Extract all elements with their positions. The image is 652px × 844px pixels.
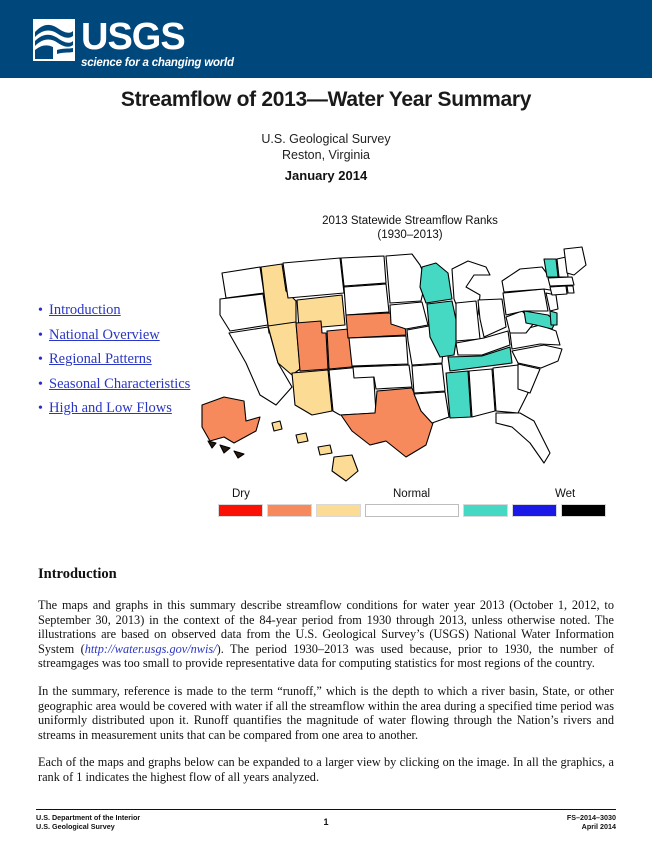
- state-south-carolina: [518, 364, 540, 393]
- link-introduction[interactable]: Introduction: [49, 302, 121, 318]
- page-title: Streamflow of 2013—Water Year Summary: [120, 88, 532, 111]
- state-hawaii-maui: [318, 445, 332, 455]
- legend-swatch-much-above-normal: [561, 504, 606, 517]
- legend-labels: [218, 488, 606, 502]
- legend-swatches: [218, 504, 606, 517]
- footer-department: U.S. Department of the Interior: [36, 813, 141, 822]
- state-south-dakota: [344, 284, 389, 315]
- link-high-and-low-flows[interactable]: High and Low Flows: [49, 400, 172, 416]
- state-arizona: [292, 370, 332, 415]
- bullet-icon: •: [38, 303, 43, 318]
- bullet-icon: •: [38, 376, 43, 392]
- legend-swatch-slightly-below-normal: [316, 504, 361, 517]
- state-north-dakota: [341, 256, 386, 286]
- publication-date: January 2014: [284, 168, 368, 183]
- state-rhode-island: [567, 286, 574, 293]
- map-title: [200, 215, 620, 242]
- state-indiana: [456, 301, 480, 341]
- footer-right-block: [567, 813, 616, 832]
- usgs-wordmark: USGS: [81, 16, 185, 58]
- state-washington: [222, 267, 264, 298]
- paragraph-2: In the summary, reference is made to the term “runoff,” which is the depth to which a river basin, State, or other geographic area would be covered with water if all the streamflow within the area during a specified time period was uniformly distributed upon it. Runoff quantifies the magnitude of water flowing through the Nation’s rivers and streams in measurement units that can be compared from one area to another.: [38, 683, 614, 742]
- us-map-canvas[interactable]: [200, 245, 620, 495]
- legend-label-normal: Normal: [393, 488, 431, 500]
- link-regional-patterns[interactable]: Regional Patterns: [49, 351, 152, 367]
- state-wisconsin: [420, 263, 452, 303]
- state-hawaii-big-island: [332, 455, 358, 481]
- map-title-line2: (1930–2013): [377, 228, 443, 241]
- legend-swatch-below-normal: [267, 504, 312, 517]
- state-alaska: [202, 397, 260, 443]
- state-massachusetts: [548, 277, 574, 286]
- paragraph-1-text-before-link: The maps and graphs in this summary describe streamflow conditions for water year 2013 (October 1, 2012, to September 30, 2013) in the context of the 84-year period from 1930 through 2013, unless otherwise noted. The illustrations are based on observed data from the U.S. Geological Survey’s (USGS) National Water Information System (: [38, 598, 614, 656]
- paragraph-1-text-after-link: ). The period 1930–2013 was used because, prior to 1930, the number of streamgages was too small to provide representative data for computing statistics for most regions of the country.: [38, 641, 615, 671]
- agency-name: U.S. Geological Survey: [261, 132, 391, 146]
- section-heading-introduction: Introduction: [38, 566, 117, 582]
- state-mississippi: [446, 371, 471, 418]
- map-legend: [218, 488, 606, 524]
- state-oregon: [220, 294, 268, 331]
- bullet-icon: •: [38, 352, 43, 367]
- state-iowa: [390, 302, 428, 329]
- state-arkansas: [412, 364, 445, 393]
- usgs-logo: [33, 16, 234, 69]
- nwis-url-link[interactable]: http://water.usgs.gov/nwis/: [84, 641, 217, 656]
- usgs-tagline: science for a changing world: [81, 57, 234, 69]
- agency-location: Reston, Virginia: [281, 148, 370, 162]
- legend-swatch-normal: [365, 504, 459, 517]
- state-utah: [296, 321, 328, 371]
- state-minnesota: [386, 254, 426, 303]
- state-hawaii-kauai: [272, 421, 282, 431]
- footer-publication-number: FS–2014–3030: [566, 813, 616, 822]
- streamflow-rank-map-figure[interactable]: [200, 215, 620, 525]
- bullet-icon: •: [38, 327, 43, 343]
- state-florida: [496, 413, 550, 463]
- state-maine: [564, 247, 586, 275]
- state-alabama: [469, 369, 495, 417]
- usgs-header-band: [0, 0, 652, 78]
- state-kansas: [349, 336, 408, 366]
- state-ohio: [478, 299, 506, 337]
- state-hawaii-oahu: [296, 433, 308, 443]
- state-montana: [283, 258, 344, 298]
- legend-swatch-much-below-normal: [218, 504, 263, 517]
- page-footer: [36, 813, 616, 837]
- link-national-overview[interactable]: National Overview: [49, 326, 160, 343]
- bullet-icon: •: [38, 401, 43, 416]
- state-connecticut: [550, 286, 567, 295]
- state-pennsylvania: [503, 289, 548, 315]
- paragraph-1: [38, 598, 614, 671]
- footer-divider: [36, 809, 616, 810]
- state-vermont: [544, 259, 558, 277]
- link-seasonal-characteristics[interactable]: Seasonal Characteristics: [49, 375, 191, 392]
- legend-swatch-above-normal: [512, 504, 557, 517]
- footer-publication-date: April 2014: [581, 822, 616, 832]
- state-alaska-islands: [208, 441, 244, 458]
- page-number: 1: [323, 817, 329, 827]
- legend-swatch-slightly-above-normal: [463, 504, 508, 517]
- map-title-line1: 2013 Statewide Streamflow Ranks: [322, 215, 498, 227]
- usgs-wave-logo-icon: [33, 19, 75, 61]
- legend-label-dry: Dry: [232, 488, 250, 500]
- legend-label-wet: Wet: [555, 488, 576, 500]
- publisher-block: [0, 131, 652, 163]
- state-delaware: [550, 311, 557, 325]
- introduction-body: [38, 598, 614, 785]
- paragraph-3: Each of the maps and graphs below can be expanded to a larger view by clicking on the image. In all the graphics, a rank of 1 indicates the highest flow of all years analyzed.: [38, 755, 614, 784]
- usgs-logo-text: [81, 16, 234, 69]
- footer-agency: U.S. Geological Survey: [36, 822, 115, 832]
